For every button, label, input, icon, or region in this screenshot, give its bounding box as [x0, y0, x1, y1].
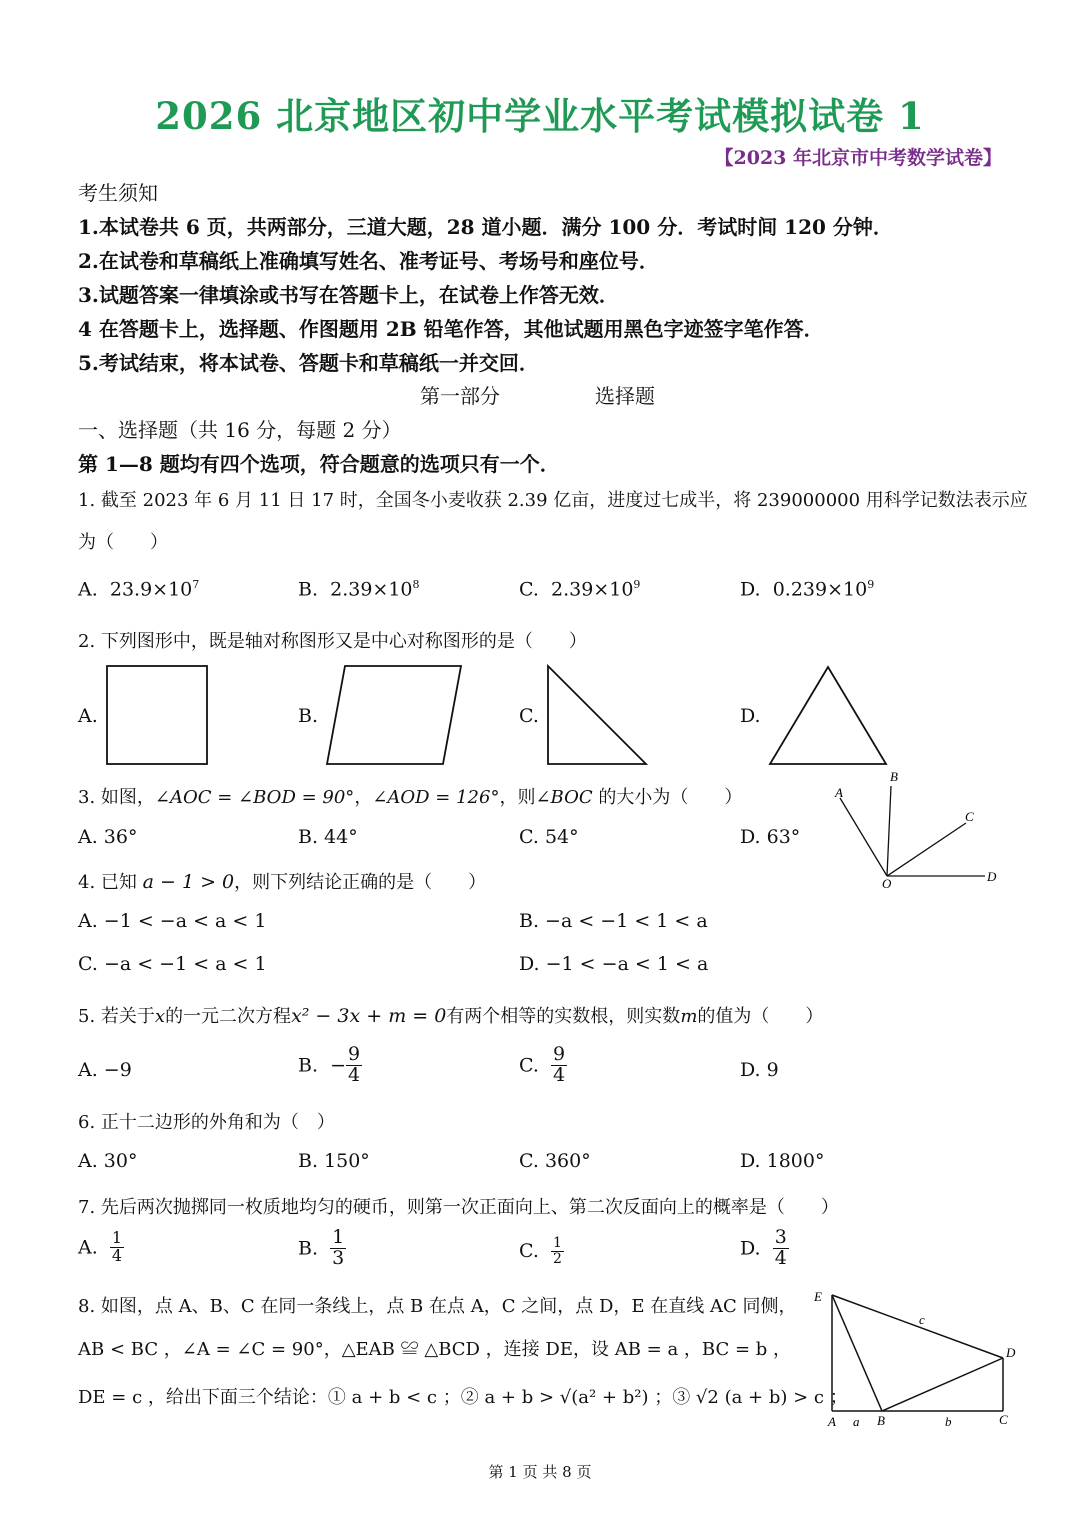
- q8-label-c: C: [999, 1412, 1008, 1427]
- q8-text-line1: 8. 如图，点 A、B、C 在同一条线上，点 B 在点 A，C 之间，点 D，E 在直线 AC 同侧，: [78, 1296, 797, 1317]
- q1-option-b: B. $2.39\times 10^8$: [298, 578, 420, 601]
- q6-text: 6. 正十二边形的外角和为（ ）: [78, 1112, 335, 1133]
- q7-option-d: D. $\frac{3}{4}$: [740, 1226, 787, 1269]
- q6-option-a: A. 30°: [78, 1150, 138, 1172]
- section-instruction: 第 1—8 题均有四个选项，符合题意的选项只有一个．: [78, 452, 560, 476]
- part-type: 选择题: [595, 384, 655, 408]
- q3-option-a: A. 36°: [78, 826, 138, 848]
- q3-eq2: ∠AOD = 126°: [372, 787, 500, 808]
- q4-option-b: B. −a < −1 < 1 < a: [519, 910, 708, 932]
- q3-angle-figure: [830, 768, 1010, 893]
- q2-option-d-label: D.: [740, 705, 761, 727]
- q6-option-c: C. 360°: [519, 1150, 591, 1172]
- notice-item-5: 5.考试结束，将本试卷、答题卡和草稿纸一并交回．: [78, 351, 539, 375]
- notice-item-1: 1.本试卷共 6 页，共两部分，三道大题，28 道小题．满分 100 分．考试时间 120 分钟．: [78, 215, 893, 239]
- q2-option-a-label: A.: [78, 705, 98, 727]
- q2-option-b-label: B.: [298, 705, 319, 727]
- q3-option-b: B. 44°: [298, 826, 358, 848]
- q3-eq1: ∠AOC = ∠BOD = 90°: [154, 787, 355, 808]
- q8-label-a-len: a: [853, 1414, 860, 1429]
- q2-text: 2. 下列图形中，既是轴对称图形又是中心对称图形的是（ ）: [78, 631, 587, 652]
- q8-geometry-figure: [810, 1285, 1030, 1435]
- q3-ray-ob: [887, 786, 891, 876]
- notice-heading: 考生须知: [78, 181, 158, 205]
- q3-text: 3. 如图，∠AOC = ∠BOD = 90°，∠AOD = 126°，则∠BOC 的大小为（ ）: [78, 787, 743, 808]
- notice-item-3: 3.试题答案一律填涂或书写在答题卡上，在试卷上作答无效．: [78, 283, 619, 307]
- q3-option-c: C. 54°: [519, 826, 579, 848]
- q5-option-c: C. $\frac{9}{4}$: [519, 1043, 566, 1086]
- q8-label-c-len: c: [919, 1312, 925, 1327]
- q2-equilateral-triangle-shape: [770, 667, 886, 764]
- q8-segment-eb: [832, 1295, 882, 1411]
- q1-text-line2: 为（ ）: [78, 532, 168, 553]
- q3-option-d: D. 63°: [740, 826, 801, 848]
- q7-option-a: A. $\frac{1}{4}$: [78, 1228, 123, 1265]
- q3-label-o: O: [882, 876, 892, 891]
- q5-option-b: B. − $\frac{9}{4}$: [298, 1043, 361, 1086]
- q6-option-b: B. 150°: [298, 1150, 370, 1172]
- q4-option-c: C. −a < −1 < a < 1: [78, 953, 267, 975]
- q1-option-a: A. $23.9\times 10^7$: [78, 578, 200, 601]
- q6-option-d: D. 1800°: [740, 1150, 825, 1172]
- notice-item-2: 2.在试卷和草稿纸上准确填写姓名、准考证号、考场号和座位号．: [78, 249, 659, 273]
- q7-text: 7. 先后两次抛掷同一枚质地均匀的硬币，则第一次正面向上、第二次反面向上的概率是（ ）: [78, 1197, 839, 1218]
- q3-label-a: A: [835, 785, 843, 800]
- q8-text-line3: DE = c ，给出下面三个结论：① a + b < c ；② a + b > √(a² + b²) ；③ √2 (a + b) > c ；: [78, 1387, 848, 1408]
- q4-option-a: A. −1 < −a < a < 1: [78, 910, 267, 932]
- q1-option-d: D. $0.239\times 10^9$: [740, 578, 875, 601]
- q8-label-a: A: [828, 1414, 836, 1429]
- q3-label-b: B: [890, 769, 898, 784]
- page-footer: 第 1 页 共 8 页: [488, 1463, 592, 1481]
- q8-label-e: E: [814, 1289, 822, 1304]
- q4-text: 4. 已知 a − 1 > 0，则下列结论正确的是（ ）: [78, 871, 487, 893]
- q1-text-line1: 1. 截至 2023 年 6 月 11 日 17 时，全国冬小麦收获 2.39 亿亩，进度过七成半，将 239000000 用科学记数法表示应: [78, 490, 1028, 511]
- q3-eq3: ∠BOC: [535, 787, 593, 808]
- q8-text-line2: AB < BC ，∠A = ∠C = 90°，△EAB ≌ △BCD ，连接 DE，设 AB = a ，BC = b ，: [78, 1339, 792, 1360]
- q8-label-b-len: b: [945, 1414, 952, 1429]
- exam-source-label: 【2023 年北京市中考数学试卷】: [714, 147, 1002, 169]
- q2-option-c-label: C.: [519, 705, 539, 727]
- q3-label-d: D: [987, 869, 997, 884]
- q5-option-d: D. 9: [740, 1059, 779, 1081]
- q8-segment-ed: [832, 1295, 1003, 1358]
- page-title: 2026 北京地区初中学业水平考试模拟试卷 1: [155, 94, 925, 138]
- q5-option-a: A. −9: [78, 1059, 132, 1081]
- q8-label-b: B: [877, 1413, 885, 1428]
- q3-label-c: C: [965, 809, 974, 824]
- section-heading: 一、选择题（共 16 分，每题 2 分）: [78, 418, 402, 442]
- q7-option-b: B. $\frac{1}{3}$: [298, 1226, 345, 1269]
- q2-square-shape: [107, 666, 207, 764]
- q4-option-d: D. −1 < −a < 1 < a: [519, 953, 709, 975]
- notice-item-4: 4 在答题卡上，选择题、作图题用 2B 铅笔作答，其他试题用黑色字迹签字笔作答．: [78, 317, 824, 341]
- q7-option-c: C. $\frac{1}{2}$: [519, 1235, 562, 1267]
- q8-label-d: D: [1006, 1345, 1016, 1360]
- q3-ray-oa: [840, 798, 887, 876]
- part-name: 第一部分: [420, 384, 500, 408]
- q2-parallelogram-shape: [327, 666, 461, 764]
- q8-segment-bd: [882, 1358, 1003, 1411]
- q1-option-c: C. $2.39\times 10^9$: [519, 578, 641, 601]
- q5-text: 5. 若关于x的一元二次方程x² − 3x + m = 0有两个相等的实数根，则实数m的值为（ ）: [78, 1005, 824, 1027]
- q2-right-triangle-shape: [548, 666, 646, 764]
- q3-ray-oc: [887, 823, 966, 876]
